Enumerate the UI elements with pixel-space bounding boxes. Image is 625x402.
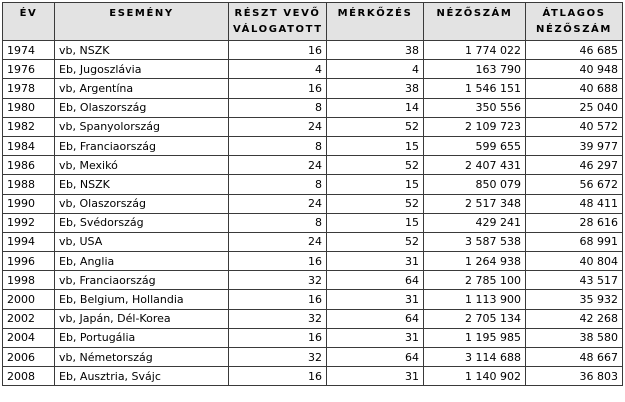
cell-matches: 15 [327, 213, 424, 232]
cell-matches: 52 [327, 156, 424, 175]
cell-average: 40 804 [526, 252, 623, 271]
table-row [3, 367, 623, 386]
cell-event: vb, Franciaország [55, 271, 229, 290]
cell-matches: 31 [327, 290, 424, 309]
cell-teams: 16 [229, 328, 327, 347]
cell-average: 48 667 [526, 348, 623, 367]
cell-event: Eb, NSZK [55, 175, 229, 194]
cell-year: 1976 [3, 60, 55, 79]
cell-attendance: 2 785 100 [424, 271, 526, 290]
cell-attendance: 1 774 022 [424, 41, 526, 60]
cell-average: 46 297 [526, 156, 623, 175]
cell-matches: 38 [327, 41, 424, 60]
cell-attendance: 1 264 938 [424, 252, 526, 271]
cell-teams: 24 [229, 194, 327, 213]
cell-average: 25 040 [526, 98, 623, 117]
cell-teams: 8 [229, 175, 327, 194]
table-row [3, 232, 623, 251]
cell-attendance: 163 790 [424, 60, 526, 79]
cell-teams: 16 [229, 252, 327, 271]
cell-event: vb, USA [55, 232, 229, 251]
cell-average: 40 948 [526, 60, 623, 79]
header-average [526, 3, 623, 41]
cell-teams: 32 [229, 309, 327, 328]
header-year: ÉV [3, 3, 55, 41]
cell-event: vb, Olaszország [55, 194, 229, 213]
cell-attendance: 850 079 [424, 175, 526, 194]
cell-year: 1974 [3, 41, 55, 60]
header-attendance: NÉZŐSZÁM [424, 3, 526, 41]
table-row [3, 136, 623, 155]
table-row [3, 175, 623, 194]
cell-average: 39 977 [526, 136, 623, 155]
cell-year: 1996 [3, 252, 55, 271]
cell-average: 28 616 [526, 213, 623, 232]
cell-matches: 64 [327, 271, 424, 290]
cell-event: Eb, Franciaország [55, 136, 229, 155]
cell-teams: 16 [229, 41, 327, 60]
header-average-line-1: ÁTLAGOS [542, 7, 606, 19]
cell-matches: 31 [327, 252, 424, 271]
cell-attendance: 2 109 723 [424, 117, 526, 136]
cell-average: 46 685 [526, 41, 623, 60]
cell-average: 48 411 [526, 194, 623, 213]
table-row [3, 252, 623, 271]
cell-teams: 8 [229, 98, 327, 117]
cell-matches: 52 [327, 117, 424, 136]
cell-matches: 64 [327, 348, 424, 367]
cell-teams: 16 [229, 79, 327, 98]
cell-year: 2006 [3, 348, 55, 367]
cell-teams: 16 [229, 367, 327, 386]
cell-average: 36 803 [526, 367, 623, 386]
cell-attendance: 1 140 902 [424, 367, 526, 386]
cell-event: Eb, Jugoszlávia [55, 60, 229, 79]
cell-average: 68 991 [526, 232, 623, 251]
table-row [3, 79, 623, 98]
cell-teams: 24 [229, 117, 327, 136]
cell-event: vb, Spanyolország [55, 117, 229, 136]
cell-year: 1994 [3, 232, 55, 251]
cell-teams: 32 [229, 271, 327, 290]
cell-average: 38 580 [526, 328, 623, 347]
table-row [3, 60, 623, 79]
table-row [3, 290, 623, 309]
cell-matches: 14 [327, 98, 424, 117]
cell-attendance: 2 705 134 [424, 309, 526, 328]
table-row [3, 156, 623, 175]
table-row [3, 41, 623, 60]
cell-teams: 4 [229, 60, 327, 79]
cell-event: Eb, Ausztria, Svájc [55, 367, 229, 386]
cell-event: vb, Mexikó [55, 156, 229, 175]
cell-teams: 24 [229, 156, 327, 175]
cell-matches: 31 [327, 328, 424, 347]
cell-attendance: 429 241 [424, 213, 526, 232]
table-row [3, 117, 623, 136]
table-row [3, 213, 623, 232]
cell-average: 40 688 [526, 79, 623, 98]
cell-matches: 15 [327, 175, 424, 194]
cell-event: Eb, Olaszország [55, 98, 229, 117]
cell-event: Eb, Portugália [55, 328, 229, 347]
cell-average: 43 517 [526, 271, 623, 290]
cell-year: 1998 [3, 271, 55, 290]
cell-event: vb, Japán, Dél-Korea [55, 309, 229, 328]
cell-event: vb, NSZK [55, 41, 229, 60]
cell-attendance: 2 407 431 [424, 156, 526, 175]
table-row [3, 328, 623, 347]
header-teams [229, 3, 327, 41]
cell-year: 1982 [3, 117, 55, 136]
cell-average: 56 672 [526, 175, 623, 194]
cell-year: 2002 [3, 309, 55, 328]
header-matches: MÉRKŐZÉS [327, 3, 424, 41]
cell-event: vb, Németország [55, 348, 229, 367]
cell-matches: 31 [327, 367, 424, 386]
table-row [3, 348, 623, 367]
cell-matches: 4 [327, 60, 424, 79]
table-row [3, 98, 623, 117]
cell-year: 1984 [3, 136, 55, 155]
table-row [3, 271, 623, 290]
table-body [3, 41, 623, 386]
cell-attendance: 1 546 151 [424, 79, 526, 98]
cell-event: vb, Argentína [55, 79, 229, 98]
cell-event: Eb, Svédország [55, 213, 229, 232]
cell-event: Eb, Anglia [55, 252, 229, 271]
header-row [3, 3, 623, 41]
cell-attendance: 3 587 538 [424, 232, 526, 251]
cell-year: 1992 [3, 213, 55, 232]
cell-attendance: 1 113 900 [424, 290, 526, 309]
cell-attendance: 1 195 985 [424, 328, 526, 347]
cell-year: 2008 [3, 367, 55, 386]
cell-average: 35 932 [526, 290, 623, 309]
cell-year: 1978 [3, 79, 55, 98]
cell-year: 2000 [3, 290, 55, 309]
cell-year: 1986 [3, 156, 55, 175]
cell-matches: 38 [327, 79, 424, 98]
cell-teams: 24 [229, 232, 327, 251]
cell-teams: 16 [229, 290, 327, 309]
cell-average: 42 268 [526, 309, 623, 328]
header-event: ESEMÉNY [55, 3, 229, 41]
header-average-line-2: NÉZŐSZÁM [536, 23, 612, 35]
header-teams-line-1: RÉSZT VEVŐ [234, 7, 321, 19]
tournament-attendance-table [2, 2, 623, 386]
cell-attendance: 599 655 [424, 136, 526, 155]
cell-teams: 8 [229, 136, 327, 155]
cell-teams: 8 [229, 213, 327, 232]
table-row [3, 194, 623, 213]
cell-attendance: 2 517 348 [424, 194, 526, 213]
cell-attendance: 3 114 688 [424, 348, 526, 367]
header-teams-line-2: VÁLOGATOTT [233, 23, 323, 35]
cell-event: Eb, Belgium, Hollandia [55, 290, 229, 309]
cell-matches: 52 [327, 232, 424, 251]
cell-matches: 64 [327, 309, 424, 328]
cell-year: 1980 [3, 98, 55, 117]
cell-year: 1988 [3, 175, 55, 194]
cell-year: 2004 [3, 328, 55, 347]
cell-average: 40 572 [526, 117, 623, 136]
cell-matches: 15 [327, 136, 424, 155]
table-row [3, 309, 623, 328]
cell-matches: 52 [327, 194, 424, 213]
cell-teams: 32 [229, 348, 327, 367]
cell-year: 1990 [3, 194, 55, 213]
cell-attendance: 350 556 [424, 98, 526, 117]
